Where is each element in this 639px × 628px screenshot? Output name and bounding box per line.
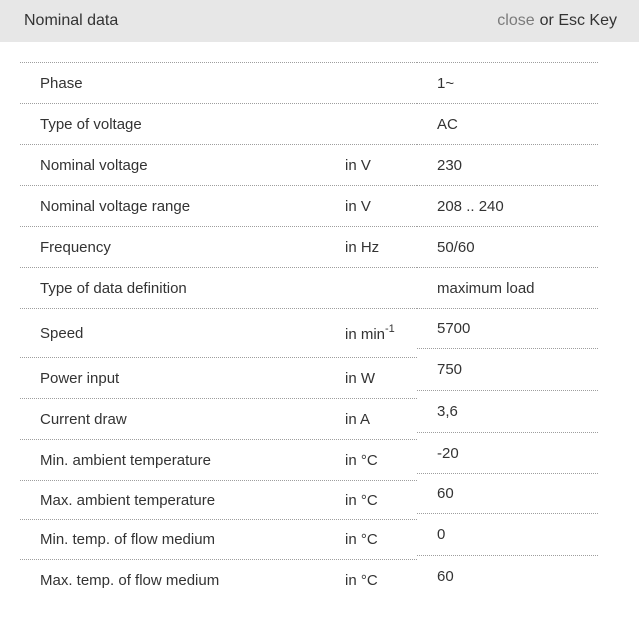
spec-table-values-column	[417, 62, 598, 597]
value-cell: 60	[417, 555, 598, 597]
row-label: Power input	[40, 369, 120, 387]
row-label: Current draw	[40, 410, 127, 428]
value-cell: 5700	[417, 308, 598, 348]
row-label: Phase	[40, 74, 83, 92]
spec-table	[20, 62, 598, 600]
row-unit	[345, 324, 417, 343]
table-row	[20, 144, 417, 185]
row-unit-base: in min	[345, 325, 386, 343]
value-cell: 50/60	[417, 226, 598, 267]
table-row	[20, 267, 417, 308]
row-unit: in A	[345, 410, 371, 428]
row-unit-superscript: -1	[385, 322, 395, 335]
table-row	[20, 559, 417, 600]
value-cell: maximum load	[417, 267, 598, 308]
table-row	[20, 226, 417, 267]
value-cell: 60	[417, 473, 598, 513]
close-hint-text: or Esc Key	[539, 12, 617, 29]
dialog-header	[0, 0, 639, 42]
table-row	[20, 62, 417, 103]
close-area	[497, 12, 617, 30]
value-cell: 230	[417, 144, 598, 185]
table-row	[20, 398, 417, 439]
table-row	[20, 185, 417, 226]
row-label: Max. temp. of flow medium	[40, 571, 220, 589]
table-row	[20, 480, 417, 519]
value-cell: 1~	[417, 62, 598, 103]
row-label: Nominal voltage range	[40, 197, 191, 215]
row-unit: in °C	[345, 451, 378, 469]
row-unit: in W	[345, 369, 375, 387]
table-row	[20, 103, 417, 144]
row-unit: in °C	[345, 571, 378, 589]
value-cell: 0	[417, 513, 598, 555]
row-label: Type of voltage	[40, 115, 142, 133]
row-unit: in V	[345, 156, 371, 174]
row-unit: in Hz	[345, 238, 380, 256]
table-row	[20, 519, 417, 559]
row-label: Speed	[40, 324, 84, 342]
row-label: Nominal voltage	[40, 156, 148, 174]
row-unit: in V	[345, 197, 371, 215]
table-row	[20, 357, 417, 398]
table-row	[20, 308, 417, 357]
row-unit: in °C	[345, 531, 378, 548]
row-label: Min. temp. of flow medium	[40, 531, 216, 548]
value-cell: 208 .. 240	[417, 185, 598, 226]
close-link[interactable]: close	[497, 12, 535, 29]
row-label: Type of data definition	[40, 279, 187, 297]
spec-table-labels-column	[20, 62, 417, 600]
row-unit: in °C	[345, 491, 378, 509]
table-row	[20, 439, 417, 480]
dialog-title: Nominal data	[24, 12, 119, 29]
value-cell: -20	[417, 432, 598, 473]
row-label: Frequency	[40, 238, 111, 256]
value-cell: 750	[417, 348, 598, 390]
row-label: Max. ambient temperature	[40, 491, 216, 509]
row-label: Min. ambient temperature	[40, 451, 211, 469]
value-cell: AC	[417, 103, 598, 144]
value-cell: 3,6	[417, 390, 598, 432]
